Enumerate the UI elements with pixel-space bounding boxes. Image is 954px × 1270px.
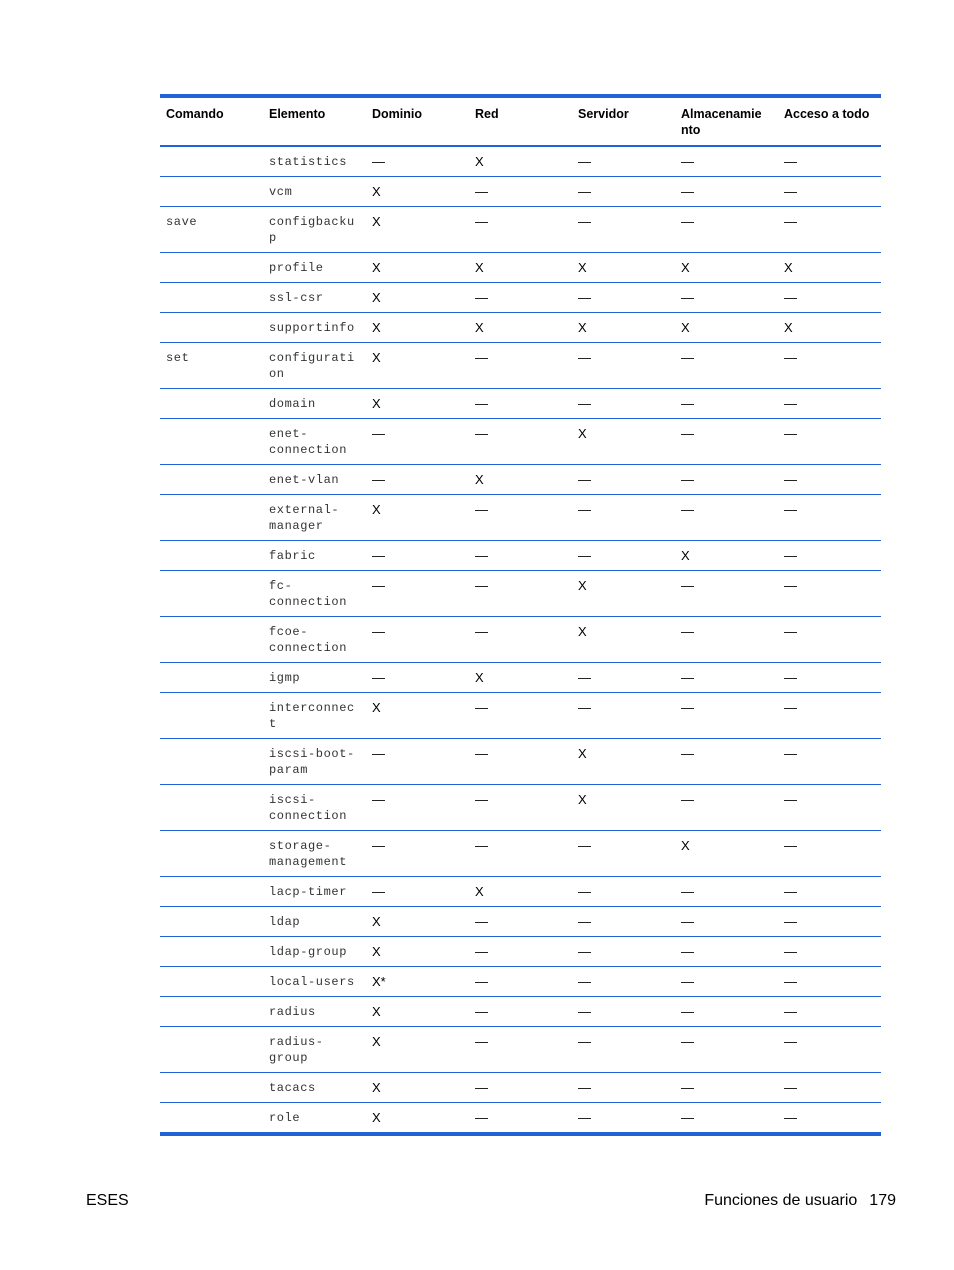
cell-comando — [160, 313, 263, 343]
cell-elemento: role — [263, 1103, 366, 1135]
cell-acceso-a-todo: — — [778, 571, 881, 617]
header-acceso-a-todo: Acceso a todo — [778, 96, 881, 146]
table-header — [160, 96, 881, 146]
table-row — [160, 937, 881, 967]
cell-comando — [160, 785, 263, 831]
cell-red: — — [469, 419, 572, 465]
cell-red: — — [469, 1103, 572, 1135]
cell-acceso-a-todo: — — [778, 937, 881, 967]
cell-almacenamiento: — — [675, 389, 778, 419]
cell-acceso-a-todo: — — [778, 1073, 881, 1103]
cell-red: — — [469, 617, 572, 663]
cell-servidor: — — [572, 343, 675, 389]
cell-servidor: — — [572, 1103, 675, 1135]
cell-dominio: X — [366, 207, 469, 253]
cell-servidor: — — [572, 1073, 675, 1103]
cell-comando — [160, 571, 263, 617]
table-row — [160, 465, 881, 495]
table-row — [160, 495, 881, 541]
cell-servidor: X — [572, 253, 675, 283]
cell-red: — — [469, 907, 572, 937]
cell-red: — — [469, 541, 572, 571]
cell-almacenamiento: — — [675, 937, 778, 967]
cell-servidor: X — [572, 313, 675, 343]
cell-comando — [160, 1073, 263, 1103]
cell-almacenamiento: X — [675, 831, 778, 877]
cell-dominio: X — [366, 937, 469, 967]
cell-dominio: X — [366, 177, 469, 207]
table-row — [160, 967, 881, 997]
cell-comando: set — [160, 343, 263, 389]
cell-servidor: — — [572, 465, 675, 495]
footer-right — [704, 1192, 896, 1210]
cell-servidor: — — [572, 663, 675, 693]
cell-comando — [160, 967, 263, 997]
permissions-table — [160, 94, 881, 1136]
table-row — [160, 739, 881, 785]
cell-comando — [160, 177, 263, 207]
cell-elemento: lacp-timer — [263, 877, 366, 907]
cell-elemento: statistics — [263, 146, 366, 177]
header-servidor: Servidor — [572, 96, 675, 146]
cell-red: — — [469, 831, 572, 877]
cell-comando — [160, 1027, 263, 1073]
cell-almacenamiento: — — [675, 1103, 778, 1135]
cell-servidor: — — [572, 146, 675, 177]
cell-almacenamiento: X — [675, 541, 778, 571]
cell-acceso-a-todo: — — [778, 389, 881, 419]
cell-servidor: X — [572, 739, 675, 785]
cell-red: — — [469, 177, 572, 207]
cell-almacenamiento: — — [675, 146, 778, 177]
table-row — [160, 877, 881, 907]
table-row — [160, 283, 881, 313]
table-row — [160, 693, 881, 739]
cell-acceso-a-todo: — — [778, 785, 881, 831]
cell-almacenamiento: — — [675, 343, 778, 389]
cell-almacenamiento: X — [675, 253, 778, 283]
cell-comando — [160, 907, 263, 937]
cell-dominio: X — [366, 253, 469, 283]
cell-dominio: — — [366, 663, 469, 693]
cell-elemento: ldap-group — [263, 937, 366, 967]
cell-dominio: — — [366, 571, 469, 617]
cell-comando — [160, 253, 263, 283]
cell-dominio: — — [366, 419, 469, 465]
cell-acceso-a-todo: — — [778, 343, 881, 389]
cell-comando — [160, 739, 263, 785]
cell-acceso-a-todo: — — [778, 997, 881, 1027]
cell-servidor: X — [572, 617, 675, 663]
cell-comando — [160, 1103, 263, 1135]
cell-dominio: X — [366, 283, 469, 313]
cell-acceso-a-todo: — — [778, 663, 881, 693]
cell-red: — — [469, 389, 572, 419]
cell-elemento: fcoe- connection — [263, 617, 366, 663]
cell-dominio: X — [366, 1073, 469, 1103]
table-row — [160, 907, 881, 937]
cell-comando: save — [160, 207, 263, 253]
cell-elemento: local-users — [263, 967, 366, 997]
table-row — [160, 419, 881, 465]
cell-comando — [160, 419, 263, 465]
cell-red: — — [469, 1073, 572, 1103]
cell-acceso-a-todo: — — [778, 617, 881, 663]
cell-elemento: tacacs — [263, 1073, 366, 1103]
cell-red: — — [469, 207, 572, 253]
cell-dominio: — — [366, 739, 469, 785]
cell-almacenamiento: — — [675, 785, 778, 831]
cell-comando — [160, 997, 263, 1027]
cell-dominio: — — [366, 785, 469, 831]
table-row — [160, 997, 881, 1027]
cell-dominio: X — [366, 907, 469, 937]
cell-elemento: radius — [263, 997, 366, 1027]
cell-acceso-a-todo: — — [778, 877, 881, 907]
cell-red: — — [469, 693, 572, 739]
cell-comando — [160, 465, 263, 495]
table-row — [160, 785, 881, 831]
cell-servidor: — — [572, 541, 675, 571]
cell-servidor: — — [572, 693, 675, 739]
cell-dominio: — — [366, 617, 469, 663]
cell-almacenamiento: — — [675, 1073, 778, 1103]
cell-almacenamiento: — — [675, 571, 778, 617]
cell-servidor: — — [572, 937, 675, 967]
cell-servidor: — — [572, 907, 675, 937]
table-row — [160, 146, 881, 177]
cell-acceso-a-todo: — — [778, 907, 881, 937]
cell-acceso-a-todo: — — [778, 831, 881, 877]
cell-acceso-a-todo: — — [778, 739, 881, 785]
cell-almacenamiento: — — [675, 419, 778, 465]
cell-acceso-a-todo: — — [778, 495, 881, 541]
cell-elemento: external- manager — [263, 495, 366, 541]
cell-red: — — [469, 1027, 572, 1073]
cell-almacenamiento: — — [675, 693, 778, 739]
cell-servidor: — — [572, 207, 675, 253]
cell-elemento: storage- management — [263, 831, 366, 877]
cell-dominio: X — [366, 1103, 469, 1135]
table-row — [160, 1073, 881, 1103]
cell-almacenamiento: — — [675, 177, 778, 207]
cell-acceso-a-todo: — — [778, 967, 881, 997]
cell-comando — [160, 831, 263, 877]
cell-elemento: iscsi-boot- param — [263, 739, 366, 785]
cell-servidor: — — [572, 283, 675, 313]
cell-comando — [160, 283, 263, 313]
cell-acceso-a-todo: — — [778, 177, 881, 207]
cell-servidor: — — [572, 495, 675, 541]
cell-dominio: — — [366, 541, 469, 571]
header-dominio: Dominio — [366, 96, 469, 146]
cell-elemento: enet-vlan — [263, 465, 366, 495]
cell-elemento: domain — [263, 389, 366, 419]
page-number: 179 — [869, 1192, 896, 1209]
cell-red: X — [469, 313, 572, 343]
cell-elemento: interconnec t — [263, 693, 366, 739]
cell-elemento: supportinfo — [263, 313, 366, 343]
cell-servidor: X — [572, 419, 675, 465]
header-row — [160, 96, 881, 146]
cell-red: X — [469, 465, 572, 495]
cell-dominio: X — [366, 343, 469, 389]
cell-acceso-a-todo: — — [778, 465, 881, 495]
cell-almacenamiento: — — [675, 617, 778, 663]
table-row — [160, 571, 881, 617]
cell-comando — [160, 663, 263, 693]
cell-almacenamiento: — — [675, 283, 778, 313]
cell-acceso-a-todo: X — [778, 253, 881, 283]
table-row — [160, 253, 881, 283]
cell-almacenamiento: — — [675, 967, 778, 997]
permissions-table-wrap — [160, 94, 881, 1136]
cell-comando — [160, 495, 263, 541]
cell-red: — — [469, 495, 572, 541]
cell-almacenamiento: — — [675, 495, 778, 541]
header-red: Red — [469, 96, 572, 146]
cell-dominio: X — [366, 495, 469, 541]
cell-almacenamiento: — — [675, 877, 778, 907]
cell-comando — [160, 541, 263, 571]
cell-comando — [160, 937, 263, 967]
cell-red: X — [469, 146, 572, 177]
cell-servidor: — — [572, 389, 675, 419]
cell-dominio: X — [366, 693, 469, 739]
cell-comando — [160, 617, 263, 663]
header-elemento: Elemento — [263, 96, 366, 146]
cell-dominio: X — [366, 389, 469, 419]
cell-red: — — [469, 571, 572, 617]
cell-acceso-a-todo: — — [778, 1027, 881, 1073]
cell-servidor: X — [572, 785, 675, 831]
cell-dominio: X — [366, 1027, 469, 1073]
cell-servidor: X — [572, 571, 675, 617]
cell-almacenamiento: — — [675, 1027, 778, 1073]
table-row — [160, 313, 881, 343]
table-row — [160, 1027, 881, 1073]
cell-almacenamiento: — — [675, 907, 778, 937]
cell-acceso-a-todo: — — [778, 541, 881, 571]
cell-acceso-a-todo: — — [778, 207, 881, 253]
cell-elemento: igmp — [263, 663, 366, 693]
cell-elemento: profile — [263, 253, 366, 283]
cell-red: — — [469, 343, 572, 389]
cell-acceso-a-todo: — — [778, 146, 881, 177]
cell-almacenamiento: — — [675, 997, 778, 1027]
cell-elemento: iscsi- connection — [263, 785, 366, 831]
cell-acceso-a-todo: — — [778, 1103, 881, 1135]
cell-dominio: — — [366, 831, 469, 877]
cell-elemento: vcm — [263, 177, 366, 207]
cell-red: X — [469, 253, 572, 283]
cell-servidor: — — [572, 997, 675, 1027]
header-almacenamiento: Almacenamie nto — [675, 96, 778, 146]
table-row — [160, 389, 881, 419]
cell-dominio: X* — [366, 967, 469, 997]
table-row — [160, 831, 881, 877]
cell-elemento: radius- group — [263, 1027, 366, 1073]
cell-almacenamiento: — — [675, 663, 778, 693]
cell-dominio: — — [366, 146, 469, 177]
header-comando: Comando — [160, 96, 263, 146]
cell-dominio: — — [366, 465, 469, 495]
cell-red: — — [469, 967, 572, 997]
cell-red: — — [469, 785, 572, 831]
cell-servidor: — — [572, 1027, 675, 1073]
cell-elemento: fc- connection — [263, 571, 366, 617]
cell-almacenamiento: — — [675, 465, 778, 495]
cell-elemento: configbacku p — [263, 207, 366, 253]
cell-red: — — [469, 739, 572, 785]
cell-servidor: — — [572, 831, 675, 877]
cell-acceso-a-todo: — — [778, 283, 881, 313]
cell-elemento: fabric — [263, 541, 366, 571]
cell-red: — — [469, 997, 572, 1027]
table-row — [160, 663, 881, 693]
cell-red: X — [469, 663, 572, 693]
cell-almacenamiento: — — [675, 739, 778, 785]
cell-elemento: ssl-csr — [263, 283, 366, 313]
table-row — [160, 541, 881, 571]
cell-servidor: — — [572, 877, 675, 907]
table-row — [160, 617, 881, 663]
cell-comando — [160, 693, 263, 739]
cell-red: — — [469, 937, 572, 967]
cell-acceso-a-todo: X — [778, 313, 881, 343]
cell-servidor: — — [572, 177, 675, 207]
cell-acceso-a-todo: — — [778, 419, 881, 465]
cell-dominio: X — [366, 997, 469, 1027]
footer-left-label: ESES — [86, 1192, 129, 1209]
cell-comando — [160, 389, 263, 419]
table-body — [160, 146, 881, 1134]
cell-elemento: configurati on — [263, 343, 366, 389]
cell-red: X — [469, 877, 572, 907]
footer-section-title: Funciones de usuario — [704, 1192, 858, 1209]
cell-comando — [160, 877, 263, 907]
cell-red: — — [469, 283, 572, 313]
table-row — [160, 207, 881, 253]
cell-servidor: — — [572, 967, 675, 997]
cell-dominio: X — [366, 313, 469, 343]
cell-comando — [160, 146, 263, 177]
cell-acceso-a-todo: — — [778, 693, 881, 739]
cell-almacenamiento: — — [675, 207, 778, 253]
cell-dominio: — — [366, 877, 469, 907]
table-row — [160, 1103, 881, 1135]
cell-elemento: ldap — [263, 907, 366, 937]
table-row — [160, 343, 881, 389]
cell-almacenamiento: X — [675, 313, 778, 343]
cell-elemento: enet- connection — [263, 419, 366, 465]
table-row — [160, 177, 881, 207]
